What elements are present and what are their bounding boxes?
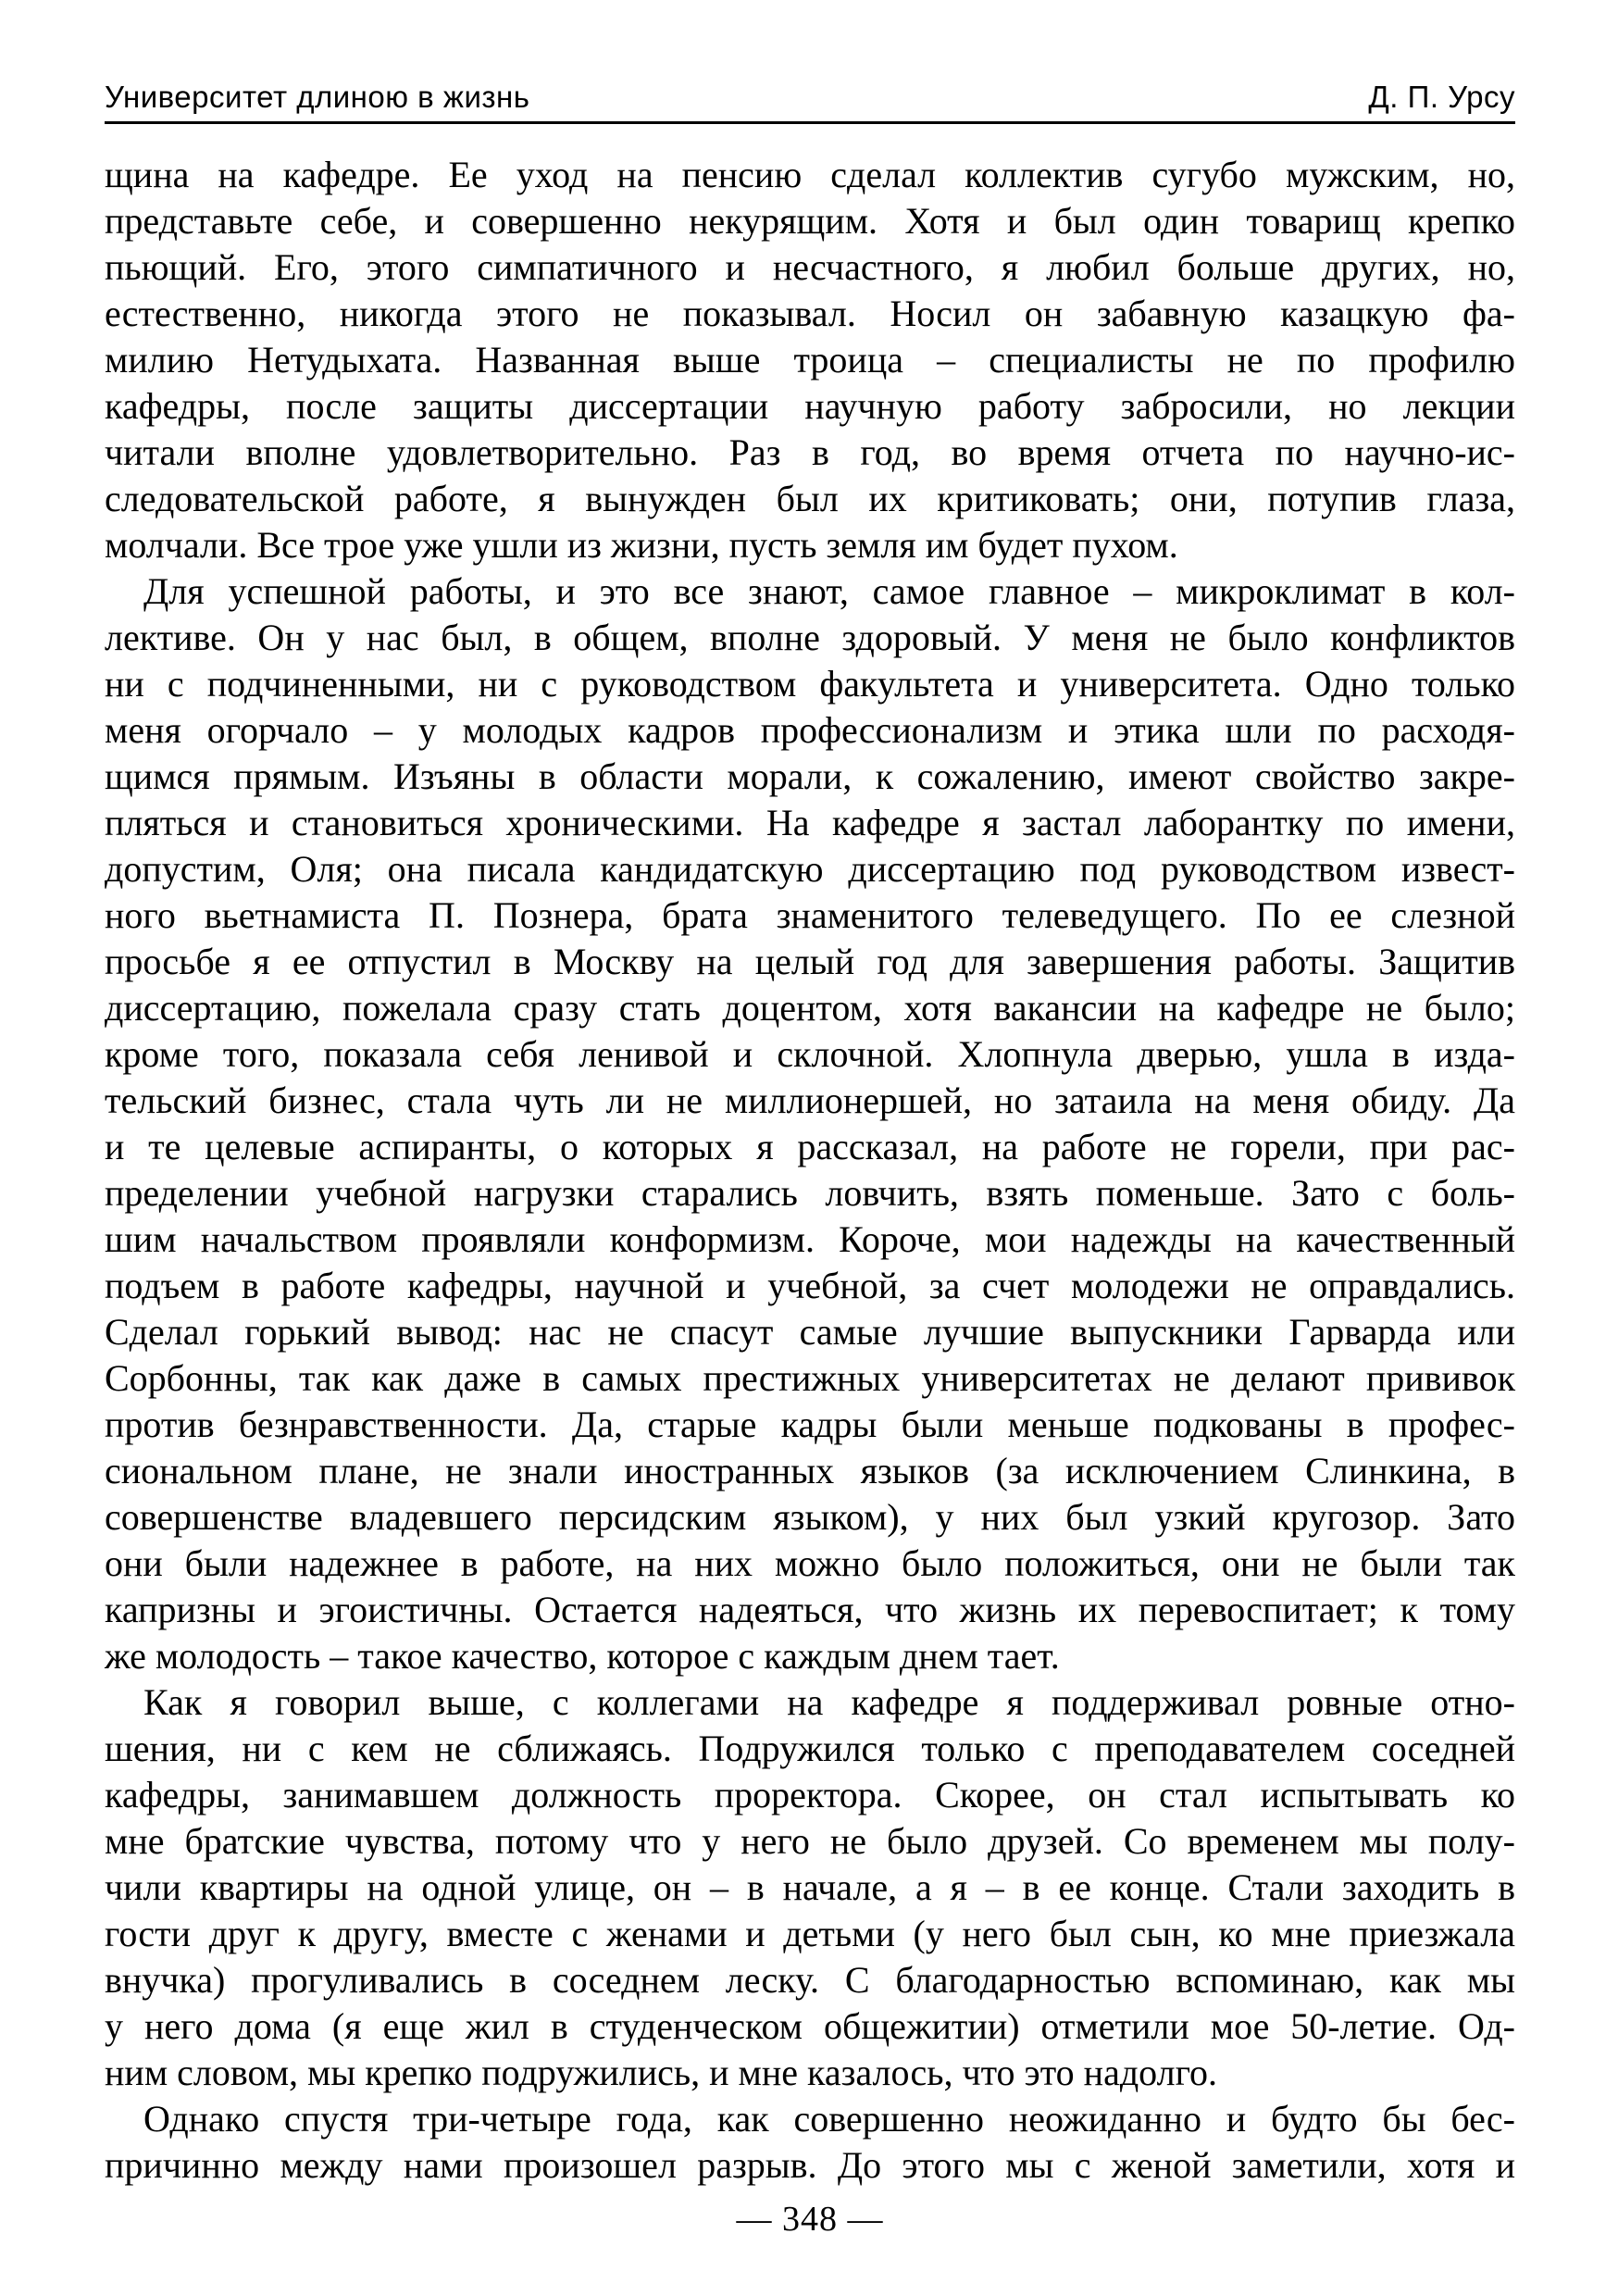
text-line: щина на кафедре. Ее уход на пенсию сделал коллектив сугубо мужским, но,: [105, 154, 1515, 195]
header-author-name: Д. П. Урсу: [1368, 80, 1515, 114]
text-line: ного вьетнамиста П. Познера, брата знаменитого телеведущего. По ее слезной: [105, 894, 1515, 936]
text-line: подъем в работе кафедры, научной и учебной, за счет молодежи не оправдались.: [105, 1265, 1515, 1306]
text-line: капризны и эгоистичны. Остается надеяться, что жизнь их перевоспитает; к тому: [105, 1589, 1515, 1630]
text-line: у него дома (я еще жил в студенческом общежитии) отметили мое 50-летие. Од-: [105, 2005, 1515, 2047]
text-line: гости друг к другу, вместе с женами и детьми (у него был сын, ко мне приезжала: [105, 1913, 1515, 1954]
text-line: следовательской работе, я вынужден был их критиковать; они, потупив глаза,: [105, 478, 1515, 519]
text-line: лективе. Он у нас был, в общем, вполне здоровый. У меня не было конфликтов: [105, 617, 1515, 658]
body-text: [105, 152, 1515, 2189]
text-line: представьте себе, и совершенно некурящим. Хотя и был один товарищ крепко: [105, 200, 1515, 242]
text-line: милию Нетудыхата. Названная выше троица – специалисты не по профилю: [105, 339, 1515, 381]
text-line: естественно, никогда этого не показывал. Носил он забавную казацкую фа-: [105, 293, 1515, 334]
text-line: Сделал горький вывод: нас не спасут самые лучшие выпускники Гарварда или: [105, 1311, 1515, 1353]
text-line: ни с подчиненными, ни с руководством факультета и университета. Одно только: [105, 663, 1515, 705]
running-header: [105, 81, 1515, 124]
text-line: кафедры, после защиты диссертации научную работу забросили, но лекции: [105, 385, 1515, 427]
text-line: они были надежнее в работе, на них можно было положиться, они не были так: [105, 1542, 1515, 1584]
text-line: Как я говорил выше, с коллегами на кафедре я поддерживал ровные отно-: [143, 1681, 1515, 1723]
text-line: Однако спустя три-четыре года, как совершенно неожиданно и будто бы бес-: [143, 2098, 1515, 2140]
text-line: читали вполне удовлетворительно. Раз в год, во время отчета по научно-ис-: [105, 431, 1515, 473]
text-line: пьющий. Его, этого симпатичного и несчастного, я любил больше других, но,: [105, 246, 1515, 288]
text-line: пределении учебной нагрузки старались ловчить, взять поменьше. Зато с боль-: [105, 1172, 1515, 1214]
text-line: причинно между нами произошел разрыв. До этого мы с женой заметили, хотя и: [105, 2144, 1515, 2186]
text-line: просьбе я ее отпустил в Москву на целый год для завершения работы. Защитив: [105, 941, 1515, 982]
text-line: щимся прямым. Изъяны в области морали, к сожалению, имеют свойство закре-: [105, 755, 1515, 797]
text-line: ним словом, мы крепко подружились, и мне казалось, что это надолго.: [105, 2052, 1218, 2093]
text-line: шения, ни с кем не сближаясь. Подружился только с преподавателем соседней: [105, 1728, 1515, 1769]
text-line: чили квартиры на одной улице, он – в начале, а я – в ее конце. Стали заходить в: [105, 1866, 1515, 1908]
text-line: же молодость – такое качество, которое с каждым днем тает.: [105, 1635, 1060, 1677]
page-number: — 348 —: [736, 2200, 884, 2239]
text-line: меня огорчало – у молодых кадров профессионализм и этика шли по расходя-: [105, 709, 1515, 751]
text-line: совершенстве владевшего персидским языком), у них был узкий кругозор. Зато: [105, 1496, 1515, 1538]
page-footer: [105, 2202, 1515, 2237]
text-line: Для успешной работы, и это все знают, самое главное – микроклимат в кол-: [143, 570, 1515, 612]
text-line: диссертацию, пожелала сразу стать доцентом, хотя вакансии на кафедре не было;: [105, 987, 1515, 1029]
text-line: кроме того, показала себя ленивой и склочной. Хлопнула дверью, ушла в изда-: [105, 1033, 1515, 1075]
text-line: кафедры, занимавшем должность проректора. Скорее, он стал испытывать ко: [105, 1774, 1515, 1816]
text-line: внучка) прогуливались в соседнем леску. С благодарностью вспоминаю, как мы: [105, 1959, 1515, 2001]
header-book-title: Университет длиною в жизнь: [105, 80, 530, 114]
text-line: тельский бизнес, стала чуть ли не миллионершей, но затаила на меня обиду. Да: [105, 1079, 1515, 1121]
text-line: шим начальством проявляли конформизм. Короче, мои надежды на качественный: [105, 1218, 1515, 1260]
text-line: сиональном плане, не знали иностранных языков (за исключением Слинкина, в: [105, 1450, 1515, 1491]
text-line: молчали. Все трое уже ушли из жизни, пусть земля им будет пухом.: [105, 524, 1178, 566]
text-line: мне братские чувства, потому что у него не было друзей. Со временем мы полу-: [105, 1820, 1515, 1862]
text-line: допустим, Оля; она писала кандидатскую диссертацию под руководством извест-: [105, 848, 1515, 890]
text-line: и те целевые аспиранты, о которых я рассказал, на работе не горели, при рас-: [105, 1126, 1515, 1167]
text-line: Сорбонны, так как даже в самых престижных университетах не делают прививок: [105, 1357, 1515, 1399]
text-line: пляться и становиться хроническими. На кафедре я застал лаборантку по имени,: [105, 802, 1515, 843]
text-line: против безнравственности. Да, старые кадры были меньше подкованы в профес-: [105, 1404, 1515, 1445]
